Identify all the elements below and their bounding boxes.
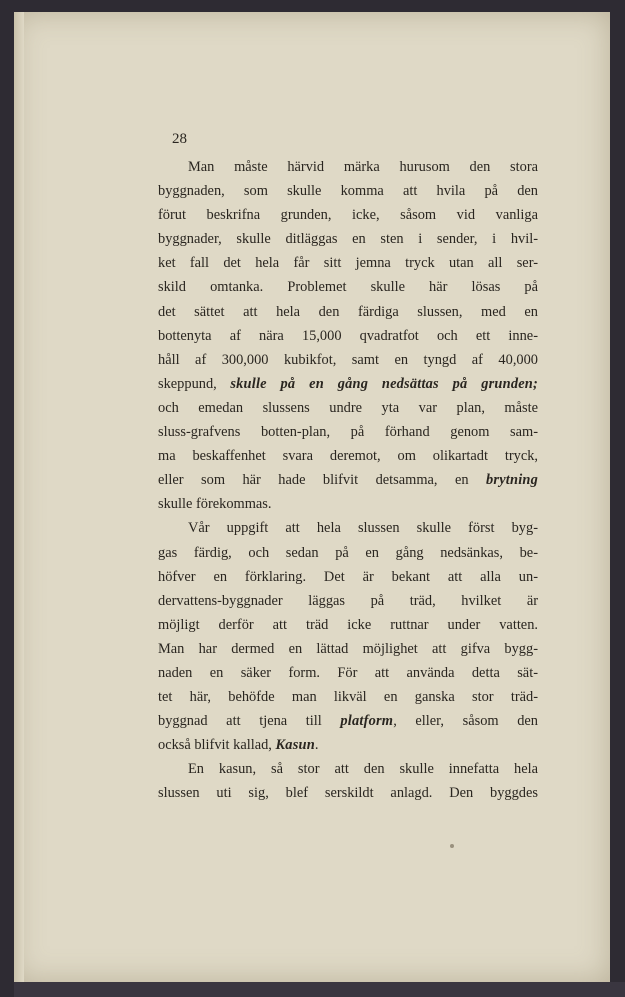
text-line: skild omtanka. Problemet skulle här lösas på <box>158 279 538 296</box>
text-line: slussen uti sig, blef serskildt anlagd. Den byggdes <box>158 785 538 802</box>
text-segment: också blifvit kallad, <box>158 737 276 754</box>
text-line: och emedan slussens undre yta var plan, måste <box>158 399 538 416</box>
text-line: det sättet att hela den färdiga slussen, med en <box>158 303 538 320</box>
text-segment: eller som här hade blifvit detsamma, en <box>158 472 487 489</box>
page-text <box>158 127 538 806</box>
page-spine-shadow <box>14 12 24 982</box>
text-line: Man har dermed en lättad möjlighet att gifva bygg- <box>158 640 538 657</box>
text-line: Man måste härvid märka hurusom den stora <box>188 159 538 175</box>
text-line: möjligt derför att träd icke ruttnar under vatten. <box>158 616 538 633</box>
text-line: gas färdig, och sedan på en gång nedsänkas, be- <box>158 544 538 561</box>
text-line: byggnader, skulle ditläggas en sten i sender, i hvil- <box>158 231 538 248</box>
text-segment: skeppund, <box>158 375 231 392</box>
text-line: bottenyta af nära 15,000 qvadratfot och ett inne- <box>158 327 538 344</box>
text-line <box>158 709 538 733</box>
emphasis-text: Kasun <box>275 737 315 754</box>
emphasis-text: skulle på en gång nedsättas på grunden; <box>230 375 538 392</box>
page-number: 28 <box>172 131 187 147</box>
text-segment: . <box>314 737 319 754</box>
text-line: ma beskaffenhet svara deremot, om olikartadt tryck, <box>158 448 538 465</box>
text-line: naden en säker form. För att använda detta sät- <box>158 664 538 681</box>
ink-speck <box>450 844 454 848</box>
text-line: En kasun, så stor att den skulle innefatta hela <box>188 761 538 778</box>
text-line: sluss-grafvens botten-plan, på förhand genom sam- <box>158 424 538 441</box>
emphasis-text: brytning <box>486 472 538 489</box>
text-line: förut beskrifna grunden, icke, såsom vid vanliga <box>158 207 538 224</box>
text-segment: byggnad att tjena till <box>158 713 341 730</box>
text-line: ket fall det hela får sitt jemna tryck utan all ser- <box>158 255 538 272</box>
text-line: Vår uppgift att hela slussen skulle först byg- <box>188 520 538 537</box>
text-line: höfver en förklaring. Det är bekant att alla un- <box>158 568 538 585</box>
paragraph-3 <box>158 757 538 805</box>
text-line: håll af 300,000 kubikfot, samt en tyngd af 40,000 <box>158 351 538 368</box>
text-line: byggnaden, som skulle komma att hvila på den <box>158 183 538 200</box>
text-line: skulle förekommas. <box>158 496 272 513</box>
text-segment: , eller, såsom den <box>393 713 538 730</box>
paragraph-1 <box>158 155 538 516</box>
text-line: dervattens-byggnader läggas på träd, hvilket är <box>158 592 538 609</box>
paragraph-2 <box>158 516 538 757</box>
text-line <box>158 372 538 396</box>
text-line <box>158 733 538 757</box>
text-line: tet här, behöfde man likväl en ganska stor träd- <box>158 689 538 706</box>
text-line <box>158 468 538 492</box>
emphasis-text: platform <box>340 713 394 730</box>
book-cover-edge <box>14 982 625 997</box>
